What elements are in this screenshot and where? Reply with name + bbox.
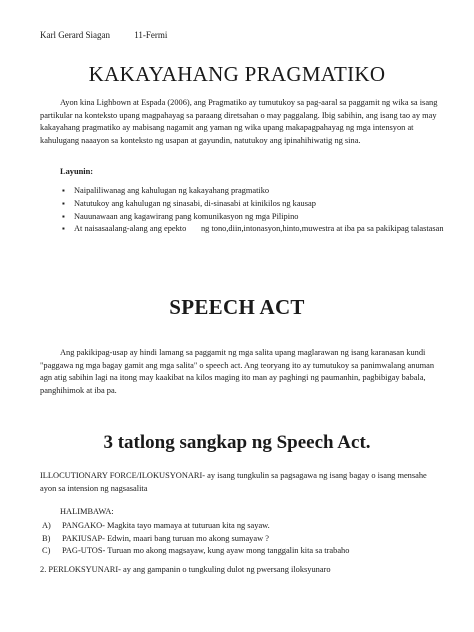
list-item (40, 545, 440, 558)
goal-text: Naipaliliwanag ang kahulugan ng kakayahang pragmatiko (74, 186, 270, 195)
list-item (40, 520, 440, 533)
goals-list (60, 185, 444, 236)
bullet-icon: ▪ (62, 224, 65, 234)
example-marker: A) (42, 521, 51, 530)
list-item (62, 185, 444, 198)
author-name: Karl Gerard Siagan (40, 30, 110, 40)
example-text: PANGAKO- Magkita tayo mamaya at tuturuan kita ng sayaw. (62, 521, 270, 530)
example-marker: B) (42, 533, 51, 543)
examples-list (40, 520, 440, 558)
title-speech-act: SPEECH ACT (169, 295, 305, 319)
title-tatlong-sangkap: 3 tatlong sangkap ng Speech Act. (103, 432, 371, 453)
halimbawa-label: HALIMBAWA: (60, 507, 114, 516)
goal-text: At naisasaalang-alang ang epekto ng tono,diin,intonasyon,hinto,muwestra at iba pa sa pakikipag talastasan (74, 224, 444, 234)
class-section: 11-Fermi (134, 30, 168, 40)
list-item (62, 211, 444, 224)
goal-text: Nauunawaan ang kagawirang pang komunikasyon ng mga Pilipino (74, 211, 299, 221)
bullet-icon: ▪ (62, 198, 65, 208)
bullet-icon: ▪ (62, 211, 65, 221)
perlokusyunari-paragraph: 2. PERLOKSYUNARI- ay ang gampanin o tungkuling dulot ng pwersang iloksyunaro (40, 565, 331, 574)
document-header (40, 30, 167, 40)
illocutionary-paragraph: ILLOCUTIONARY FORCE/ILOKUSYONARI- ay isang tungkulin sa pagsagawa ng isang bagay o isang mensahe ayon sa intension ng nagsasalita (40, 471, 427, 493)
intro-paragraph: Ayon kina Lighbown at Espada (2006), ang Pragmatiko ay tumutukoy sa pag-aaral sa paggamit ng wika sa isang partikular na konteksto upang magpahayag sa paraang diretsahan o may paggalang. Ibig sabihin, ang isang tao ay may kakayahang pragmatiko ay mabisang nagamit ang yaman ng wika upang makapagpahayag ng mga intensyon at kahulugang naaayon sa konteksto ng usapan at gayundin, natutukoy ang ipinahihiwatig ng sina. (40, 98, 438, 146)
example-marker: C) (42, 546, 51, 555)
speech-act-paragraph: Ang pakikipag-usap ay hindi lamang sa paggamit ng mga salita upang maglarawan ng isang karanasan kundi "paggawa ng mga bagay gamit ang mga salita" o speech act. Ang teoryang ito ay tumutukoy sa panimwalang anuman agn atig sabihin lagi na itong may kaakibat na kilos maging ito man ay paghingi ng paumanhin, pagbibigay babala, panghihimok at iba pa. (40, 348, 435, 396)
list-item (62, 223, 444, 236)
list-item (40, 533, 440, 546)
bullet-icon: ▪ (62, 186, 65, 195)
goal-text: Natutukoy ang kahulugan ng sinasabi, di-sinasabi at kinikilos ng kausap (74, 198, 316, 208)
title-kakayahang-pragmatiko: KAKAYAHANG PRAGMATIKO (88, 62, 386, 86)
layunin-label: Layunin: (60, 167, 94, 176)
list-item (62, 198, 444, 211)
example-text: PAKIUSAP- Edwin, maari bang turuan mo akong sumayaw ? (62, 533, 269, 543)
example-text: PAG-UTOS- Turuan mo akong magsayaw, kung ayaw mong tanggalin kita sa trabaho (62, 546, 350, 555)
